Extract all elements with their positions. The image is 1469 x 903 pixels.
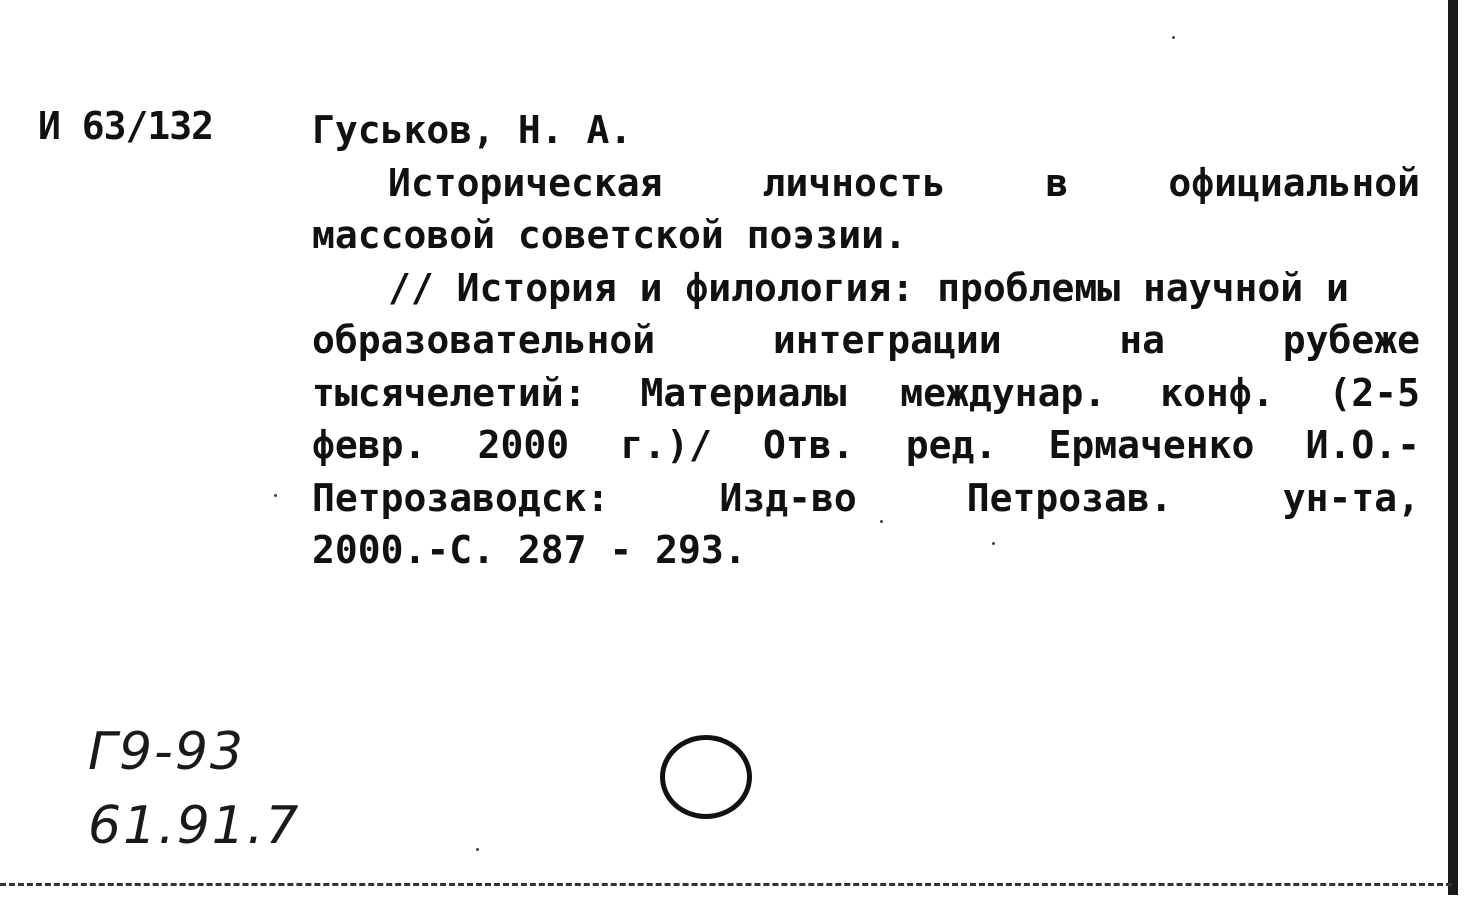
title-word: массовой советской поэзии. — [312, 213, 907, 257]
source-line — [312, 367, 1420, 420]
source-word: ред. — [905, 423, 998, 467]
source-word: тысячелетий: — [312, 370, 587, 415]
title-line — [312, 209, 1420, 262]
title-block — [312, 157, 1420, 262]
title-word: личность — [762, 160, 946, 205]
source-word: февр. — [312, 423, 427, 467]
source-line — [312, 524, 1420, 577]
source-line — [312, 472, 1420, 525]
source-word: Материалы — [640, 370, 847, 415]
source-block — [312, 262, 1420, 577]
source-line — [312, 262, 1420, 315]
source-word: рубеже — [1282, 318, 1420, 362]
speck — [992, 542, 995, 545]
shelfmark: И 63/132 — [38, 104, 214, 148]
source-word: Петрозаводск: — [312, 475, 610, 520]
source-word: (2-5 — [1328, 370, 1420, 415]
card-edge-bottom — [0, 883, 1452, 886]
source-word: на — [1119, 318, 1166, 362]
source-word: г.)/ — [620, 423, 712, 467]
source-line — [312, 314, 1420, 367]
source-word: Ермаченко — [1048, 423, 1255, 467]
speck — [1172, 36, 1175, 39]
card-edge-right — [1448, 0, 1458, 895]
title-line — [312, 157, 1420, 210]
speck — [880, 520, 883, 523]
author: Гуськов, Н. А. — [312, 108, 633, 152]
speck — [274, 494, 277, 497]
source-word: Петрозав. — [966, 475, 1173, 520]
source-word: Изд-во — [719, 475, 857, 520]
source-word: И.О.- — [1305, 423, 1420, 467]
title-word: Историческая — [388, 160, 663, 205]
handwritten-index-2: 61.91.7 — [88, 796, 301, 856]
speck — [476, 848, 479, 851]
source-word: интеграции — [772, 318, 1002, 362]
source-word: конф. — [1160, 370, 1275, 415]
source-word: Отв. — [763, 423, 855, 467]
punch-hole — [660, 735, 752, 819]
title-word: в — [1045, 160, 1069, 205]
handwritten-index-1: Г9-93 — [88, 722, 245, 782]
source-word: 2000.-С. 287 - 293. — [312, 528, 747, 572]
title-word: официальной — [1168, 160, 1420, 205]
bibliographic-entry — [312, 104, 1420, 577]
source-word: образовательной — [312, 318, 656, 362]
source-word: междунар. — [900, 370, 1107, 415]
source-word: ун-та, — [1282, 475, 1420, 520]
source-word: 2000 — [477, 423, 570, 467]
source-line — [312, 419, 1420, 472]
source-word: // История и филология: проблемы научной и — [388, 265, 1349, 310]
